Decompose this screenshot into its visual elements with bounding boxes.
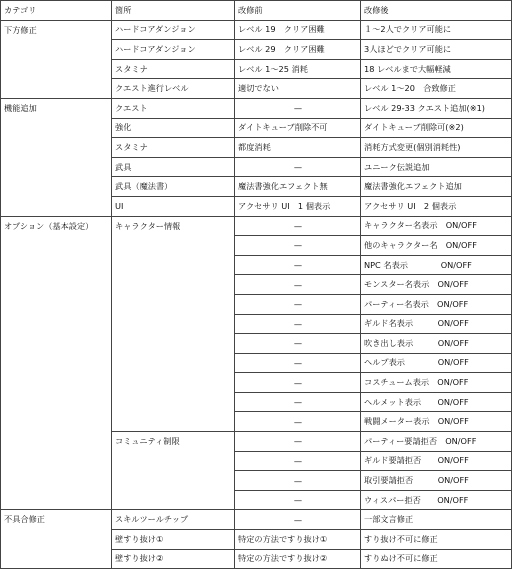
- category-cell: 機能追加: [1, 98, 112, 216]
- before-cell: —: [235, 353, 361, 373]
- after-cell: ウィスパー拒否 ON/OFF: [361, 490, 512, 510]
- place-cell: クエスト: [112, 98, 235, 118]
- place-cell: ハードコアダンジョン: [112, 40, 235, 60]
- before-cell: —: [235, 334, 361, 354]
- place-cell: 壁すり抜け②: [112, 549, 235, 569]
- before-cell: —: [235, 216, 361, 236]
- before-cell: —: [235, 471, 361, 491]
- table-row: [1, 98, 512, 118]
- after-cell: ダイトキューブ削除可(※2): [361, 118, 512, 138]
- before-cell: 特定の方法ですり抜け②: [235, 549, 361, 569]
- after-cell: 取引要請拒否 ON/OFF: [361, 471, 512, 491]
- after-cell: ギルド名表示 ON/OFF: [361, 314, 512, 334]
- category-cell: オプション（基本設定）: [1, 216, 112, 510]
- place-cell: 壁すり抜け①: [112, 530, 235, 550]
- before-cell: —: [235, 98, 361, 118]
- place-cell: 武具: [112, 157, 235, 177]
- place-cell: UI: [112, 196, 235, 216]
- before-cell: —: [235, 314, 361, 334]
- after-cell: 消耗方式変更(個別消耗性): [361, 138, 512, 158]
- after-cell: モンスター名表示 ON/OFF: [361, 275, 512, 295]
- place-cell: コミュニティ制限: [112, 432, 235, 510]
- after-cell: レベル 1～20 合致修正: [361, 79, 512, 99]
- table-row: [1, 216, 512, 236]
- before-cell: —: [235, 157, 361, 177]
- before-cell: アクセサリ UI 1 個表示: [235, 196, 361, 216]
- after-cell: 他のキャラクター名 ON/OFF: [361, 236, 512, 256]
- after-cell: NPC 名表示 ON/OFF: [361, 255, 512, 275]
- after-cell: ユニーク伝説追加: [361, 157, 512, 177]
- header-category: カテゴリ: [1, 1, 112, 21]
- before-cell: ダイトキューブ削除不可: [235, 118, 361, 138]
- header-after: 改修後: [361, 1, 512, 21]
- after-cell: すりぬけ不可に修正: [361, 549, 512, 569]
- before-cell: レベル 29 クリア困難: [235, 40, 361, 60]
- after-cell: 18 レベルまで大幅軽減: [361, 59, 512, 79]
- before-cell: —: [235, 373, 361, 393]
- before-cell: —: [235, 255, 361, 275]
- before-cell: —: [235, 392, 361, 412]
- place-cell: 強化: [112, 118, 235, 138]
- table-body: [1, 20, 512, 569]
- place-cell: スキルツールチップ: [112, 510, 235, 530]
- after-cell: 吹き出し表示 ON/OFF: [361, 334, 512, 354]
- table-row: [1, 510, 512, 530]
- header-before: 改修前: [235, 1, 361, 21]
- before-cell: 適切でない: [235, 79, 361, 99]
- place-cell: ハードコアダンジョン: [112, 20, 235, 40]
- after-cell: ヘルプ表示 ON/OFF: [361, 353, 512, 373]
- before-cell: 都度消耗: [235, 138, 361, 158]
- header-place: 箇所: [112, 1, 235, 21]
- before-cell: —: [235, 432, 361, 452]
- category-cell: 不具合修正: [1, 510, 112, 569]
- before-cell: —: [235, 412, 361, 432]
- before-cell: —: [235, 294, 361, 314]
- after-cell: すり抜け不可に修正: [361, 530, 512, 550]
- place-cell: スタミナ: [112, 138, 235, 158]
- after-cell: コスチューム表示 ON/OFF: [361, 373, 512, 393]
- table-row: [1, 20, 512, 40]
- after-cell: 一部文言修正: [361, 510, 512, 530]
- after-cell: レベル 29-33 クエスト追加(※1): [361, 98, 512, 118]
- before-cell: —: [235, 236, 361, 256]
- place-cell: クエスト進行レベル: [112, 79, 235, 99]
- before-cell: レベル 19 クリア困難: [235, 20, 361, 40]
- after-cell: パーティー要請拒否 ON/OFF: [361, 432, 512, 452]
- after-cell: １～2人でクリア可能に: [361, 20, 512, 40]
- after-cell: パーティー名表示 ON/OFF: [361, 294, 512, 314]
- after-cell: ヘルメット表示 ON/OFF: [361, 392, 512, 412]
- before-cell: 特定の方法ですり抜け①: [235, 530, 361, 550]
- after-cell: 魔法書強化エフェクト追加: [361, 177, 512, 197]
- after-cell: アクセサリ UI 2 個表示: [361, 196, 512, 216]
- before-cell: —: [235, 451, 361, 471]
- before-cell: —: [235, 490, 361, 510]
- category-cell: 下方修正: [1, 20, 112, 98]
- place-cell: 武具（魔法書）: [112, 177, 235, 197]
- before-cell: 魔法書強化エフェクト無: [235, 177, 361, 197]
- after-cell: 3人ほどでクリア可能に: [361, 40, 512, 60]
- after-cell: ギルド要請拒否 ON/OFF: [361, 451, 512, 471]
- header-row: [1, 1, 512, 21]
- place-cell: キャラクター情報: [112, 216, 235, 432]
- place-cell: スタミナ: [112, 59, 235, 79]
- before-cell: —: [235, 510, 361, 530]
- after-cell: 戦闘メーター表示 ON/OFF: [361, 412, 512, 432]
- before-cell: —: [235, 275, 361, 295]
- before-cell: レベル 1～25 消耗: [235, 59, 361, 79]
- after-cell: キャラクター名表示 ON/OFF: [361, 216, 512, 236]
